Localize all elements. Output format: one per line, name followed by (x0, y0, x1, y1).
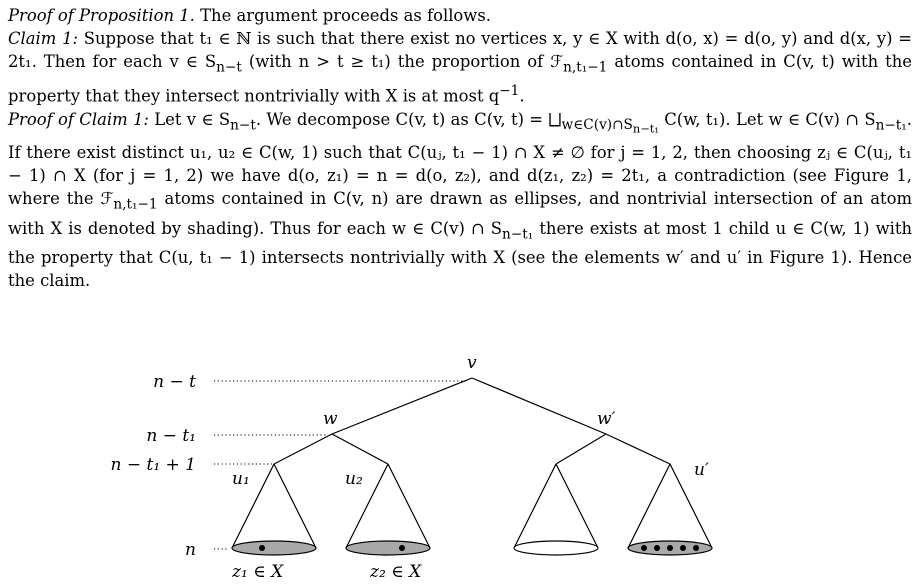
proof-claim-text: . We decompose C(v, t) as C(v, t) = ⨆ (255, 109, 562, 129)
proof-claim-text: claim. (40, 271, 91, 291)
subscript: n,t₁−1 (563, 59, 608, 76)
node-label-v: v (467, 353, 477, 373)
level-label-n-minus-t1-plus-1: n − t₁ + 1 (110, 455, 196, 475)
claim-text-2: and d(x, y) = 2t₁. Then for each v ∈ S (8, 29, 912, 72)
point-z2 (399, 545, 405, 551)
level-label-n-minus-t: n − t (153, 372, 196, 392)
node-label-u2: u₂ (345, 469, 363, 489)
atom-unshaded (514, 541, 598, 555)
point-u-prime-2 (654, 545, 660, 551)
atom-shaded-z2 (346, 541, 430, 555)
subtree-cones (232, 464, 712, 548)
subscript: n−t₁ (632, 121, 659, 136)
node-label-u1: u₁ (232, 469, 250, 489)
level-guides (214, 381, 468, 549)
edge-w-u1 (274, 434, 332, 464)
cone-unlabeled (514, 464, 598, 548)
point-u-prime-4 (680, 545, 686, 551)
proof-claim-text: Let v ∈ S (148, 109, 231, 129)
claim-label: Claim 1: (8, 29, 79, 49)
proof-claim-text: Thus for each w ∈ C(v) ∩ S (270, 218, 503, 238)
claim-paragraph: Claim 1: Suppose that t₁ ∈ ℕ is such that there exist no vertices x, y ∈ X with d(o, x) = d(o, y) and d(x, y) = 2t₁. Then for each v ∈ $S_{n-t}$ (with n > t ≥ t₁) the proportion of ℱ$_{n,t_1-1}$ atoms contained in C(v, t) with the property that they intersect nontrivially with X is at most $q^{-1}$. (8, 29, 912, 106)
proof-label: Proof of Proposition 1. (8, 6, 195, 25)
point-u-prime-5 (693, 545, 699, 551)
claim-text-1: Suppose that t₁ ∈ ℕ is such that there exist no vertices x, y ∈ X with d(o, x) = d(o, y) (78, 29, 798, 49)
subscript: n−t₁ (875, 116, 907, 133)
atom-shaded-z1 (232, 541, 316, 555)
proof-claim-text: j = 1, 2, then choosing zⱼ ∈ C(uⱼ, t₁ − 1) ∩ X (for j = 1, 2) we have d(o, z₁) = n = d(o, z₂), (8, 142, 912, 185)
proof-claim-text: C(w, t₁). Let (664, 109, 764, 129)
edge-w-prime-u-prime (606, 434, 670, 464)
edge-w-prime-child-1 (556, 434, 606, 464)
proof-claim-text: w ∈ C(v) ∩ S (768, 109, 876, 129)
proof-claim-text: C(u, t₁ − 1) intersects nontrivially with X (see the elements w′ and u′ in Figure 1). Hence the (8, 248, 912, 291)
subscript: w∈C(v)∩S (561, 116, 633, 133)
proof-claim-text: are drawn as ellipses, and nontrivial intersection of an atom with X is denoted by shading). (8, 189, 912, 238)
level-label-n-minus-t1: n − t₁ (146, 426, 196, 446)
edge-v-w-prime (472, 378, 606, 434)
subscript: n,t₁−1 (113, 196, 158, 213)
subscript: n−t (230, 116, 256, 133)
tree-figure (0, 340, 920, 585)
proof-claim-text: and d(z₁, z₂) = 2t₁, a contradiction (see Figure 1, where the ℱ (8, 165, 912, 209)
leaf-label-z2: z₂ ∈ X (370, 562, 422, 582)
subscript: n−t₁ (502, 225, 534, 242)
node-label-w-prime: w′ (597, 409, 616, 429)
node-label-w: w (323, 409, 338, 429)
level-label-n: n (185, 540, 196, 560)
proof-heading (8, 4, 912, 27)
edge-v-w (332, 378, 472, 434)
proof-text (8, 4, 912, 293)
superscript: −1 (499, 82, 520, 99)
subscript (561, 116, 659, 136)
claim-text-5: contained in C(v, t) with the property that they intersect nontrivially with X is at most q (8, 52, 912, 106)
proof-claim-text: there exists at most 1 child u ∈ C(w, 1) with the property that (8, 218, 913, 268)
proof-claim-label: Proof of Claim 1: (8, 109, 149, 129)
point-u-prime-1 (641, 545, 647, 551)
leaf-label-z1: z₁ ∈ X (232, 562, 284, 582)
point-z1 (259, 545, 265, 551)
proof-claim-text: . If there exist distinct u₁, u₂ ∈ C(w, 1) such that C(uⱼ, t₁ − 1) ∩ X ≠ ∅ for (8, 109, 912, 162)
proof-intro: The argument proceeds as follows. (194, 6, 491, 25)
edge-w-u2 (332, 434, 388, 464)
proof-claim-paragraph (8, 108, 912, 293)
point-u-prime-3 (667, 545, 673, 551)
claim-text-3: (with n > t ≥ t₁) the proportion of ℱ (248, 52, 564, 72)
subscript: n−t (216, 59, 242, 76)
proof-claim-text: atoms contained in C(v, n) (164, 189, 389, 209)
atom-ellipses (232, 541, 712, 555)
node-label-u-prime: u′ (694, 460, 709, 480)
claim-text-4: atoms (614, 52, 665, 72)
